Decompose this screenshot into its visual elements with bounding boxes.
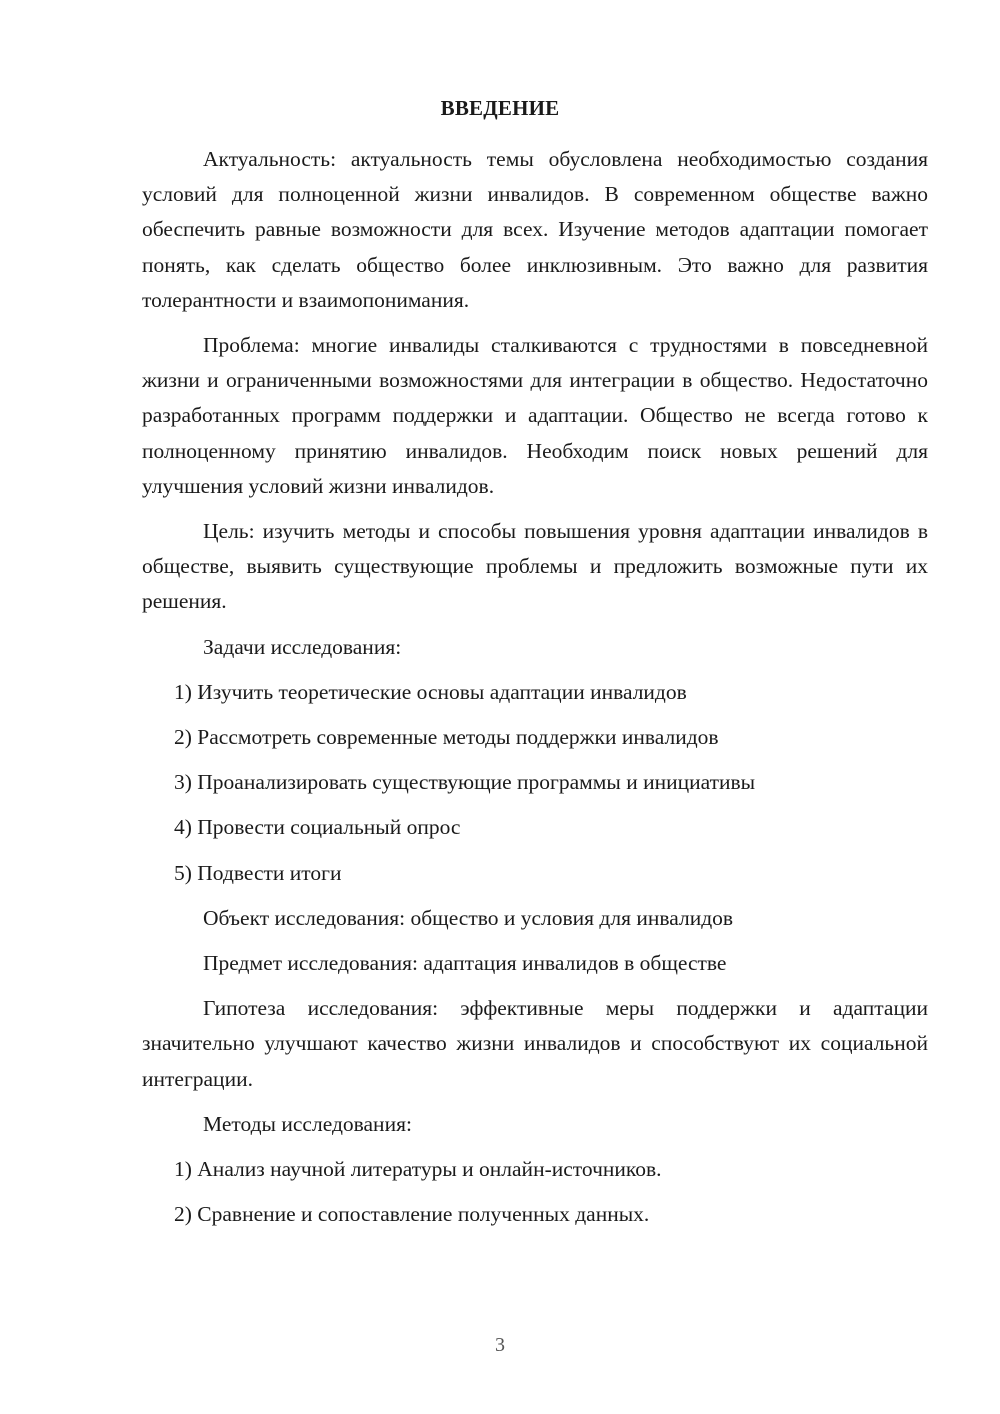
methods-heading: Методы исследования: (203, 1111, 412, 1136)
task-item-5: 5) Подвести итоги (174, 860, 342, 885)
research-subject: Предмет исследования: адаптация инвалидов в обществе (203, 951, 727, 976)
goal-paragraph: Цель: изучить методы и способы повышения уровня адаптации инвалидов в обществе, выявить существующие проблемы и предложить возможные пути их решения. (142, 519, 928, 614)
relevance-paragraph: Актуальность: актуальность темы обусловлена необходимостью создания условий для полноценной жизни инвалидов. В современном обществе важно обеспечить равные возможности для всех. Изучение методов адаптации помогает понять, как сделать общество более инклюзивным. Это важно для развития толерантности и взаимопонимания. (142, 147, 928, 312)
task-item-2: 2) Рассмотреть современные методы поддержки инвалидов (174, 725, 719, 750)
page-title: ВВЕДЕНИЕ (440, 96, 560, 120)
research-object: Объект исследования: общество и условия для инвалидов (203, 905, 734, 930)
body-text (142, 142, 928, 1242)
method-item-2: 2) Сравнение и сопоставление полученных данных. (174, 1202, 650, 1227)
problem-paragraph: Проблема: многие инвалиды сталкиваются с трудностями в повседневной жизни и ограниченными возможностями для интеграции в общество. Недостаточно разработанных программ поддержки и адаптации. Общество не всегда готово к полноценному принятию инвалидов. Необходим поиск новых решений для улучшения условий жизни инвалидов. (142, 333, 928, 498)
tasks-heading: Задачи исследования: (203, 634, 402, 659)
task-item-1: 1) Изучить теоретические основы адаптации инвалидов (174, 679, 687, 704)
page-number: 3 (495, 1334, 505, 1356)
method-item-1: 1) Анализ научной литературы и онлайн-источников. (174, 1157, 662, 1182)
task-item-4: 4) Провести социальный опрос (174, 815, 461, 840)
hypothesis-paragraph: Гипотеза исследования: эффективные меры поддержки и адаптации значительно улучшают качество жизни инвалидов и способствуют их социальной интеграции. (142, 996, 928, 1091)
task-item-3: 3) Проанализировать существующие программы и инициативы (174, 770, 756, 795)
